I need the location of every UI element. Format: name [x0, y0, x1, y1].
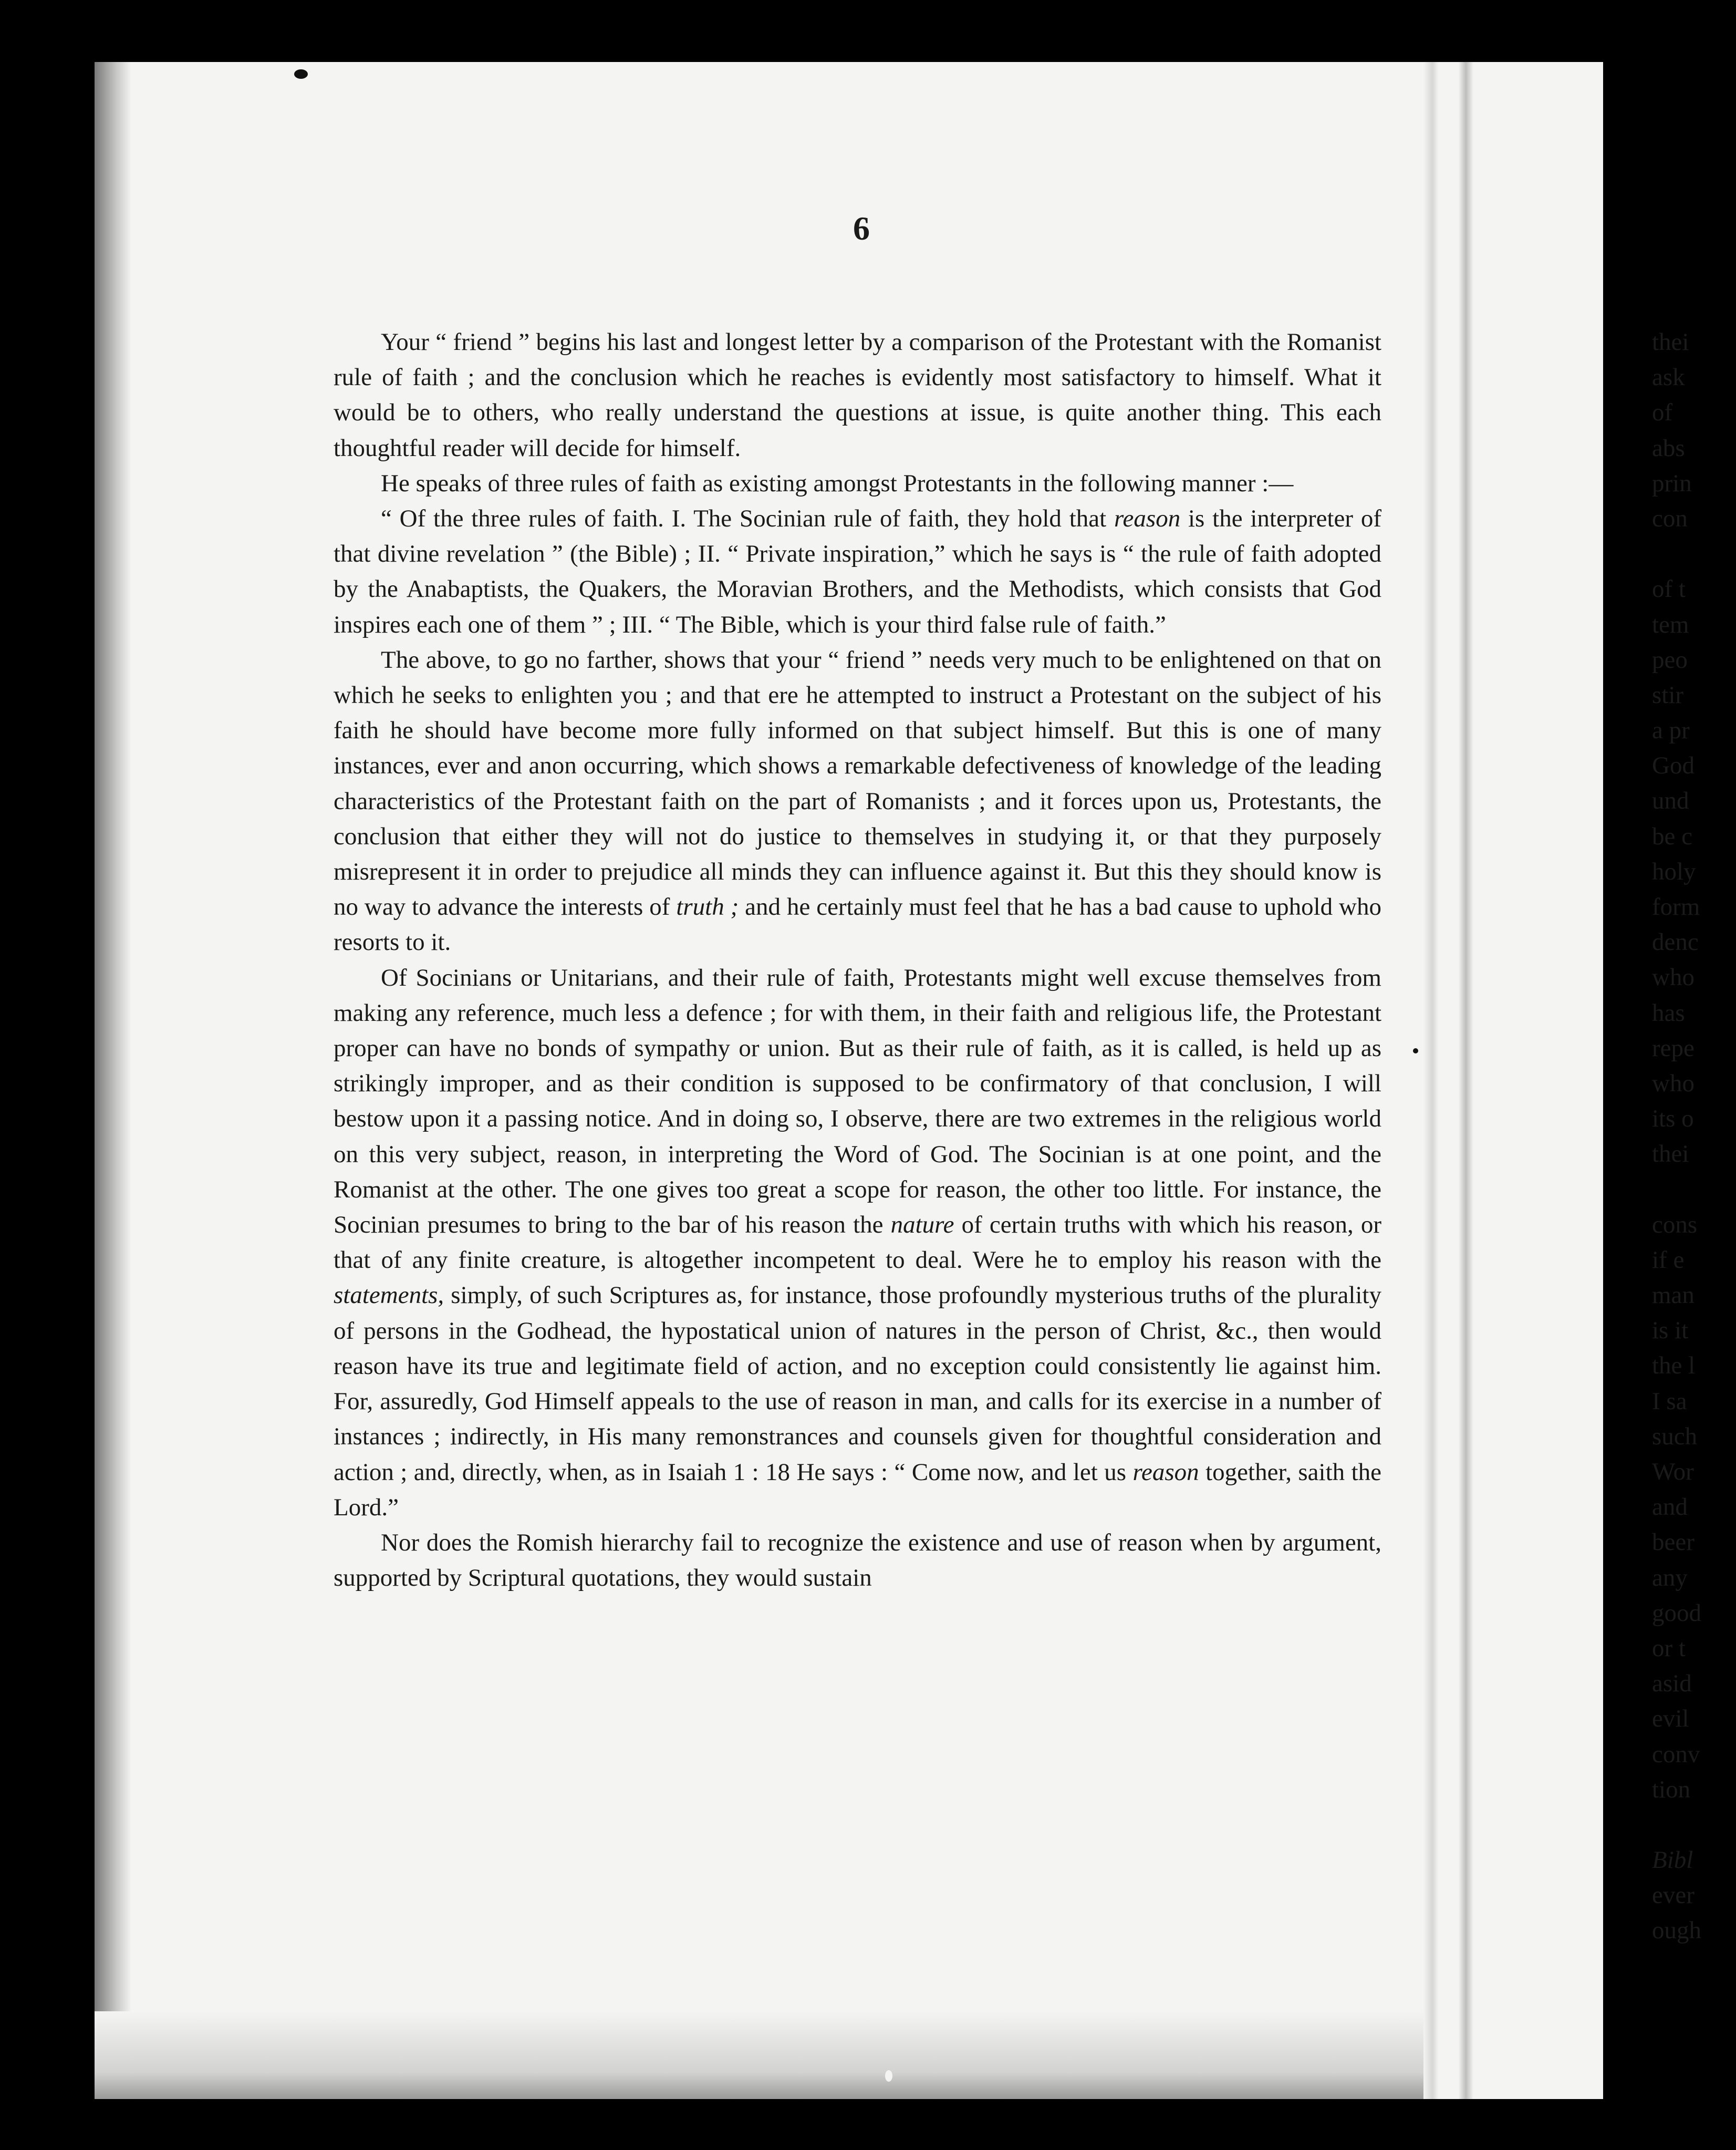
adjacent-line-fragment: thei: [1652, 1140, 1689, 1168]
adjacent-line-fragment: the l: [1652, 1352, 1696, 1380]
adjacent-line-fragment: is it: [1652, 1317, 1689, 1345]
adjacent-line-fragment: of: [1652, 399, 1673, 427]
adjacent-line-fragment: asid: [1652, 1670, 1692, 1698]
adjacent-line-fragment: such: [1652, 1422, 1698, 1450]
text-run: Nor does the Romish hierarchy fail to recognize the existence and use of reason when by argument, supported by Scriptural quotations, they would sustain: [334, 1528, 1381, 1592]
adjacent-line-fragment: Bibl: [1652, 1846, 1693, 1874]
text-run: simply, of such Scriptures as, for instance, those profoundly mysterious truths of the plurality of persons in the Godhead, the hypostatical union of natures in the person of Christ, &c., then would reason have its true and legitimate field of action, and no exception could consistently lie against him. For, assuredly, God Himself appeals to the use of reason in man, and calls for its exercise in a number of instances ; indirectly, in His many remonstrances and counsels given for thoughtful consideration and action ; and, directly, when, as in Isaiah 1 : 18 He says : “ Come now, and let us: [334, 1281, 1381, 1486]
adjacent-line-fragment: form: [1652, 893, 1700, 921]
adjacent-line-fragment: be c: [1652, 822, 1692, 850]
adjacent-line-fragment: any: [1652, 1564, 1688, 1591]
paragraph: [334, 325, 1381, 466]
adjacent-line-fragment: and: [1652, 1493, 1688, 1521]
adjacent-line-fragment: [1652, 1172, 1736, 1207]
adjacent-line-fragment: tion: [1652, 1775, 1691, 1803]
body-text: [334, 325, 1381, 1596]
adjacent-line-fragment: stir: [1652, 681, 1684, 709]
adjacent-line-fragment: its o: [1652, 1105, 1694, 1133]
adjacent-line-fragment: good: [1652, 1599, 1701, 1627]
text-run: is the interpreter of that divine revelation ” (the Bible) ; II. “ Private inspiration,” which he says is “ the rule of faith adopted by the Anabaptists, the Quakers, the Moravian Brothers, and the Methodists, which consists that God inspires each one of them ” ; III. “ The Bible, which is your third false rule of faith.”: [334, 505, 1381, 638]
italic-text: reason: [1132, 1458, 1199, 1486]
paragraph: [334, 643, 1381, 960]
page-number: 6: [853, 210, 870, 247]
adjacent-line-fragment: prin: [1652, 469, 1692, 497]
scan-speck: [294, 69, 308, 79]
scan-border-left: [0, 0, 95, 2150]
adjacent-line-fragment: who: [1652, 1069, 1695, 1097]
adjacent-line-fragment: tem: [1652, 611, 1689, 638]
italic-text: nature: [890, 1211, 954, 1239]
adjacent-line-fragment: Wor: [1652, 1458, 1694, 1485]
adjacent-line-fragment: a pr: [1652, 717, 1690, 745]
adjacent-line-fragment: con: [1652, 504, 1688, 532]
text-run: together, saith the Lord.”: [334, 1458, 1382, 1521]
italic-text: truth ;: [676, 893, 739, 921]
adjacent-line-fragment: [1652, 536, 1736, 572]
adjacent-line-fragment: of t: [1652, 575, 1686, 603]
adjacent-line-fragment: repe: [1652, 1034, 1695, 1062]
adjacent-line-fragment: cons: [1652, 1211, 1698, 1238]
adjacent-line-fragment: ever: [1652, 1882, 1695, 1909]
scan-speck: [885, 2070, 892, 2082]
binding-shadow: [95, 62, 131, 2099]
text-run: The above, to go no farther, shows that your “ friend ” needs very much to be enlightened on that on which he seeks to enlighten you ; and that ere he attempted to instruct a Protestant on the subject of his faith he should have become more fully informed on that subject himself. But this is one of many instances, ever and anon occurring, which shows a remarkable defectiveness of knowledge of the leading characteristics of the Protestant faith on the part of Romanists ; and it forces upon us, Protestants, the conclusion that either they will not do justice to themselves in studying it, or that they purposely misrepresent it in order to prejudice all minds they can influence against it. But this they should know is no way to advance the interests of: [334, 646, 1381, 921]
adjacent-line-fragment: who: [1652, 964, 1695, 991]
adjacent-line-fragment: ask: [1652, 364, 1685, 391]
adjacent-line-fragment: has: [1652, 999, 1685, 1027]
paragraph: [334, 501, 1381, 643]
adjacent-line-fragment: man: [1652, 1281, 1695, 1309]
adjacent-line-fragment: denc: [1652, 928, 1699, 956]
adjacent-line-fragment: evil: [1652, 1705, 1689, 1733]
adjacent-line-fragment: [1652, 1807, 1736, 1843]
scan-speck: [1413, 1048, 1418, 1053]
adjacent-line-fragment: if e: [1652, 1246, 1685, 1274]
scan-border-bottom: [0, 2099, 1603, 2150]
italic-text: reason: [1114, 505, 1181, 533]
adjacent-page-text: [1652, 325, 1736, 1949]
paragraph: [334, 466, 1381, 501]
page-fold: [1423, 62, 1473, 2099]
adjacent-line-fragment: I sa: [1652, 1387, 1687, 1415]
text-run: Your “ friend ” begins his last and longest letter by a comparison of the Protestant with the Romanist rule of faith ; and the conclusion which he reaches is evidently most satisfactory to himself. What it would be to others, who really understand the questions at issue, is quite another thing. This each thoughtful reader will decide for himself.: [334, 328, 1381, 462]
adjacent-line-fragment: holy: [1652, 857, 1696, 885]
adjacent-line-fragment: und: [1652, 787, 1689, 815]
text-run: Of Socinians or Unitarians, and their rule of faith, Protestants might well excuse themselves from making any reference, much less a defence ; for with them, in their faith and religious life, the Protestant proper can have no bonds of sympathy or union. But as their rule of faith, as it is called, is held up as strikingly improper, and as their condition is supposed to be confirmatory of that conclusion, I will bestow upon it a passing notice. And in doing so, I observe, there are two extremes in the religious world on this very subject, reason, in interpreting the Word of God. The Socinian is at one point, and the Romanist at the other. The one gives too great a scope for reason, the other too little. For instance, the Socinian presumes to bring to the bar of his reason the: [334, 964, 1381, 1239]
text-run: He speaks of three rules of faith as existing amongst Protestants in the following manner :—: [381, 469, 1294, 497]
adjacent-line-fragment: God: [1652, 752, 1695, 780]
adjacent-line-fragment: conv: [1652, 1740, 1700, 1768]
italic-text: statements,: [334, 1281, 444, 1309]
adjacent-line-fragment: abs: [1652, 434, 1685, 462]
adjacent-page-edge: [1641, 62, 1701, 2099]
text-run: “ Of the three rules of faith. I. The Socinian rule of faith, they hold that: [381, 505, 1114, 533]
scan-border-top: [0, 0, 1603, 62]
adjacent-line-fragment: thei: [1652, 328, 1689, 356]
text-run: and he certainly must feel that he has a bad cause to uphold who resorts to it.: [334, 893, 1381, 956]
scanned-page: [95, 62, 1701, 2099]
adjacent-line-fragment: or t: [1652, 1634, 1686, 1662]
paragraph: [334, 1525, 1381, 1596]
bottom-edge-shadow: [95, 2011, 1423, 2099]
text-run: of certain truths with which his reason, or that of any finite creature, is altogether incompetent to deal. Were he to employ his reason with the: [334, 1211, 1381, 1274]
adjacent-line-fragment: ough: [1652, 1917, 1701, 1945]
adjacent-line-fragment: peo: [1652, 646, 1688, 674]
paragraph: [334, 960, 1381, 1525]
adjacent-line-fragment: beer: [1652, 1528, 1695, 1556]
